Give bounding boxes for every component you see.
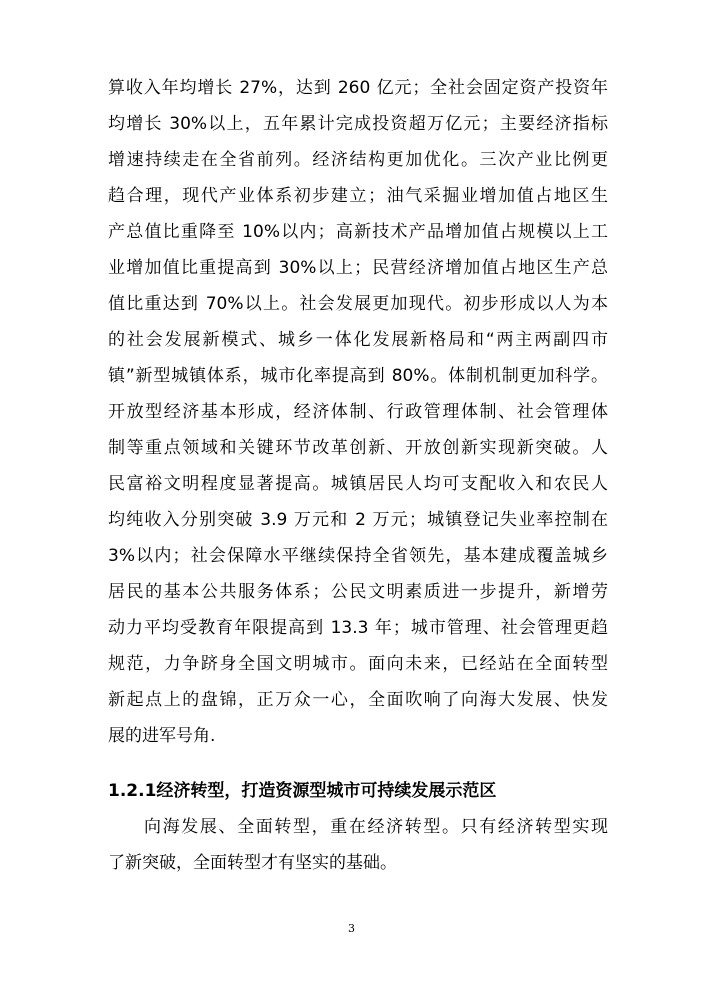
text-line: 向海发展、全面转型，重在经济转型。只有经济转型实现 xyxy=(144,817,608,837)
text-line: 值比重达到 70%以上。社会发展更加现代。初步形成以人为本 xyxy=(108,294,608,314)
text-line: 的社会发展新模式、城乡一体化发展新格局和“两主两副四市 xyxy=(108,330,608,350)
text-line: 产总值比重降至 10%以内；高新技术产品增加值占规模以上工 xyxy=(108,222,608,242)
paragraph-intro xyxy=(108,809,608,881)
text-line: 制等重点领域和关键环节改革创新、开放创新实现新突破。人 xyxy=(108,438,608,458)
text-line: 均增长 30%以上，五年累计完成投资超万亿元；主要经济指标 xyxy=(108,114,608,134)
text-line: 3%以内；社会保障水平继续保持全省领先，基本建成覆盖城乡 xyxy=(108,546,608,566)
section-heading: 1.2.1经济转型，打造资源型城市可持续发展示范区 xyxy=(108,781,497,801)
text-line: 了新突破，全面转型才有坚实的基础。 xyxy=(108,853,397,873)
text-line: 趋合理，现代产业体系初步建立；油气采掘业增加值占地区生 xyxy=(108,186,608,206)
text-line: 展的进军号角. xyxy=(108,726,216,746)
text-line: 均纯收入分别突破 3.9 万元和 2 万元；城镇登记失业率控制在 xyxy=(108,510,608,530)
text-line: 增速持续走在全省前列。经济结构更加优化。三次产业比例更 xyxy=(108,150,608,170)
paragraph-continuation xyxy=(108,70,608,754)
text-line: 开放型经济基本形成，经济体制、行政管理体制、社会管理体 xyxy=(108,402,608,422)
text-line: 镇”新型城镇体系，城市化率提高到 80%。体制机制更加科学。 xyxy=(108,366,608,386)
text-line: 居民的基本公共服务体系；公民文明素质进一步提升，新增劳 xyxy=(108,582,608,602)
text-line: 新起点上的盘锦，正万众一心，全面吹响了向海大发展、快发 xyxy=(108,690,608,710)
text-line: 民富裕文明程度显著提高。城镇居民人均可支配收入和农民人 xyxy=(108,474,608,494)
page-number: 3 xyxy=(348,922,355,935)
text-line: 算收入年均增长 27%，达到 260 亿元；全社会固定资产投资年 xyxy=(108,78,608,98)
text-line: 动力平均受教育年限提高到 13.3 年；城市管理、社会管理更趋 xyxy=(108,618,608,638)
text-line: 规范，力争跻身全国文明城市。面向未来，已经站在全面转型 xyxy=(108,654,608,674)
text-line: 业增加值比重提高到 30%以上；民营经济增加值占地区生产总 xyxy=(108,258,608,278)
